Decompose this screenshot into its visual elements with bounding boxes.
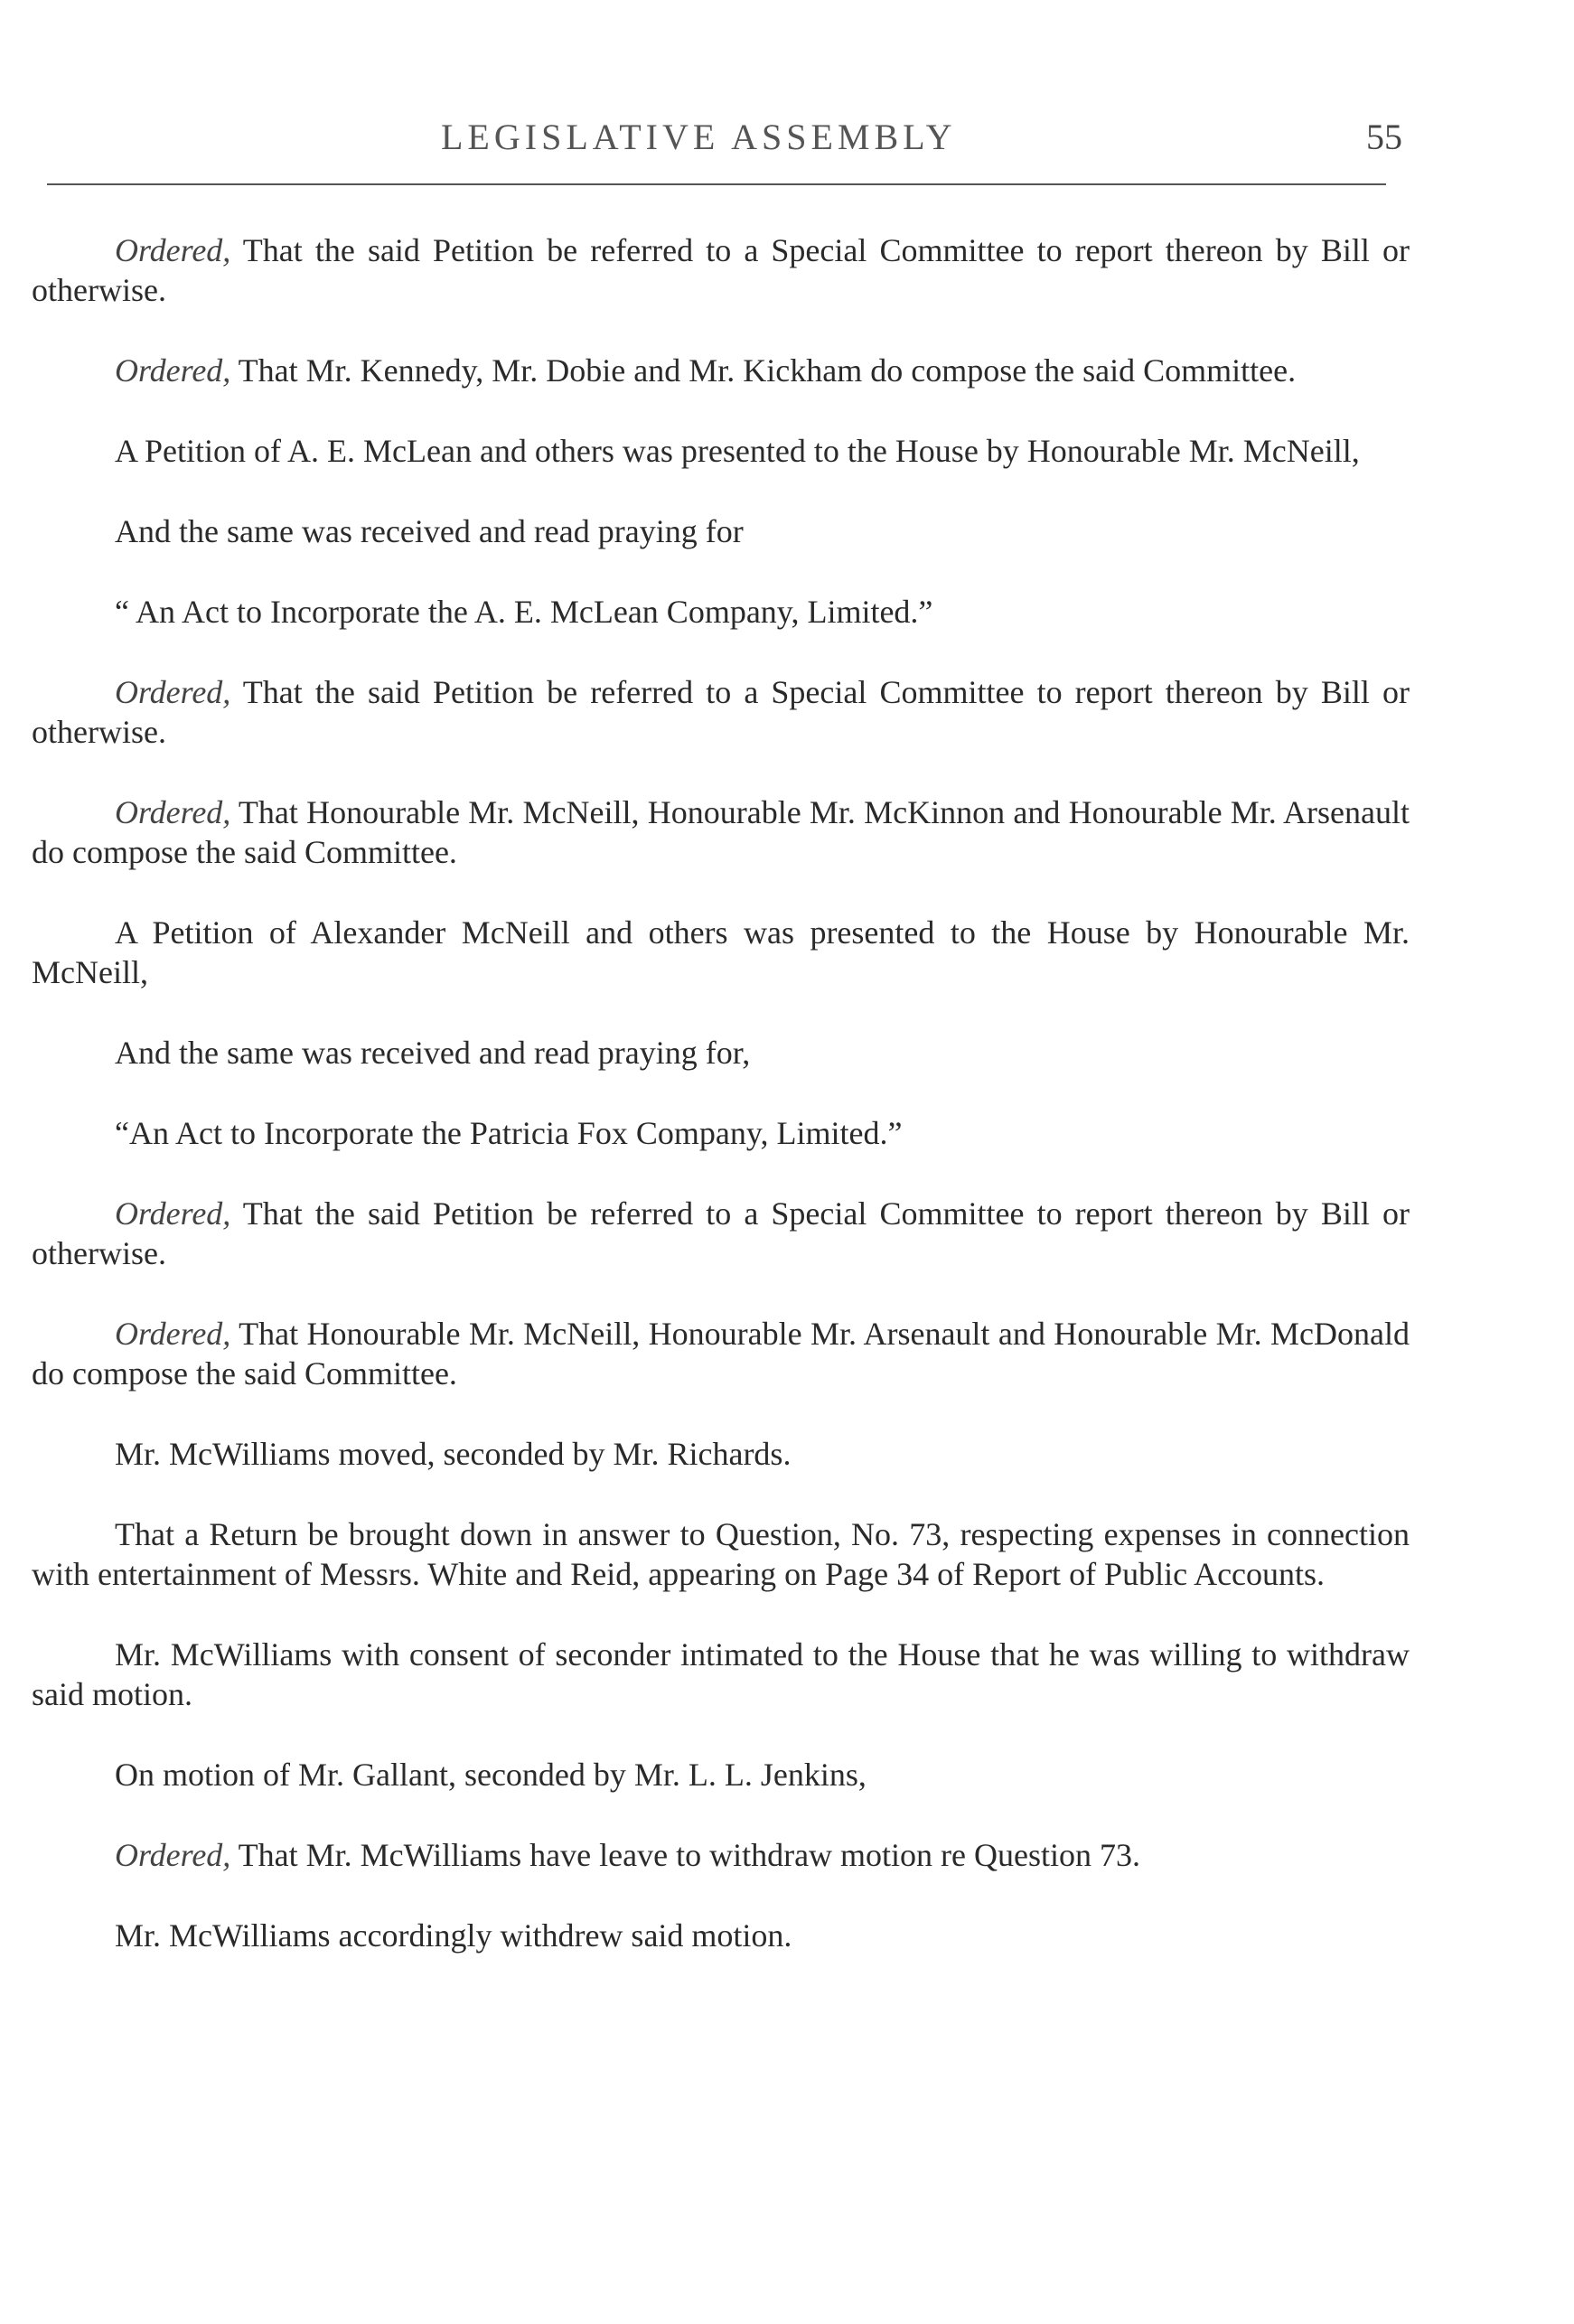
paragraph-willing-to-withdraw: [32, 1635, 1410, 1714]
journal-body: [32, 230, 1410, 1996]
page-number: 55: [1366, 117, 1402, 157]
paragraph-text: And the same was received and read praying for,: [115, 1035, 751, 1071]
paragraph-text: Mr. McWilliams moved, seconded by Mr. Richards.: [115, 1436, 792, 1472]
paragraph-text: That the said Petition be referred to a Special Committee to report thereon by Bill or otherwise.: [32, 674, 1410, 750]
ordered-label: Ordered,: [115, 1195, 231, 1232]
paragraph-mcwilliams-moved: [32, 1434, 1410, 1474]
paragraph-text: That Honourable Mr. McNeill, Honourable Mr. McKinnon and Honourable Mr. Arsenault do compose the said Committee.: [32, 794, 1410, 870]
paragraph-text: A Petition of A. E. McLean and others was presented to the House by Honourable Mr. McNeill,: [115, 433, 1360, 469]
paragraph-text: Mr. McWilliams with consent of seconder intimated to the House that he was willing to withdraw said motion.: [32, 1636, 1410, 1712]
ordered-label: Ordered,: [115, 794, 231, 830]
paragraph-motion-withdrawn: [32, 1916, 1410, 1955]
paragraph-received-praying-1: [32, 511, 1410, 551]
paragraph-ordered-refer-committee-3: [32, 1194, 1410, 1273]
paragraph-ordered-compose-committee-1: [32, 351, 1410, 390]
act-title: “ An Act to Incorporate the A. E. McLean Company, Limited.”: [115, 594, 933, 630]
paragraph-text: That Mr. Kennedy, Mr. Dobie and Mr. Kickham do compose the said Committee.: [238, 352, 1297, 389]
paragraph-text: That the said Petition be referred to a Special Committee to report thereon by Bill or otherwise.: [32, 232, 1410, 308]
paragraph-ordered-leave-withdraw: [32, 1835, 1410, 1875]
running-title: LEGISLATIVE ASSEMBLY: [441, 117, 957, 157]
paragraph-text: And the same was received and read praying for: [115, 513, 744, 549]
paragraph-text: That the said Petition be referred to a Special Committee to report thereon by Bill or otherwise.: [32, 1195, 1410, 1271]
paragraph-text: That Honourable Mr. McNeill, Honourable Mr. Arsenault and Honourable Mr. McDonald do compose the said Committee.: [32, 1316, 1410, 1392]
ordered-label: Ordered,: [115, 1316, 231, 1352]
running-head: [0, 116, 1574, 161]
paragraph-motion-gallant: [32, 1755, 1410, 1795]
paragraph-return-question-73: [32, 1514, 1410, 1594]
paragraph-petition-alexander-mcneill: [32, 913, 1410, 992]
ordered-label: Ordered,: [115, 352, 231, 389]
paragraph-petition-mclean: [32, 431, 1410, 471]
paragraph-act-title-mclean: [32, 592, 1410, 632]
paragraph-received-praying-2: [32, 1033, 1410, 1073]
paragraph-act-title-patricia-fox: [32, 1113, 1410, 1153]
paragraph-ordered-compose-committee-3: [32, 1314, 1410, 1393]
act-title: “An Act to Incorporate the Patricia Fox Company, Limited.”: [115, 1115, 903, 1151]
ordered-label: Ordered,: [115, 232, 231, 268]
ordered-label: Ordered,: [115, 1837, 231, 1873]
paragraph-ordered-compose-committee-2: [32, 792, 1410, 872]
paragraph-ordered-refer-committee-2: [32, 672, 1410, 752]
paragraph-text: On motion of Mr. Gallant, seconded by Mr. L. L. Jenkins,: [115, 1757, 867, 1793]
paragraph-ordered-refer-committee-1: [32, 230, 1410, 310]
paragraph-text: Mr. McWilliams accordingly withdrew said motion.: [115, 1917, 792, 1954]
header-rule: [47, 183, 1386, 185]
ordered-label: Ordered,: [115, 674, 231, 710]
paragraph-text: That a Return be brought down in answer to Question, No. 73, respecting expenses in connection with entertainment of Messrs. White and Reid, appearing on Page 34 of Report of Public Accounts.: [32, 1516, 1410, 1592]
paragraph-text: That Mr. McWilliams have leave to withdraw motion re Question 73.: [238, 1837, 1141, 1873]
paragraph-text: A Petition of Alexander McNeill and others was presented to the House by Honourable Mr. McNeill,: [32, 914, 1410, 990]
